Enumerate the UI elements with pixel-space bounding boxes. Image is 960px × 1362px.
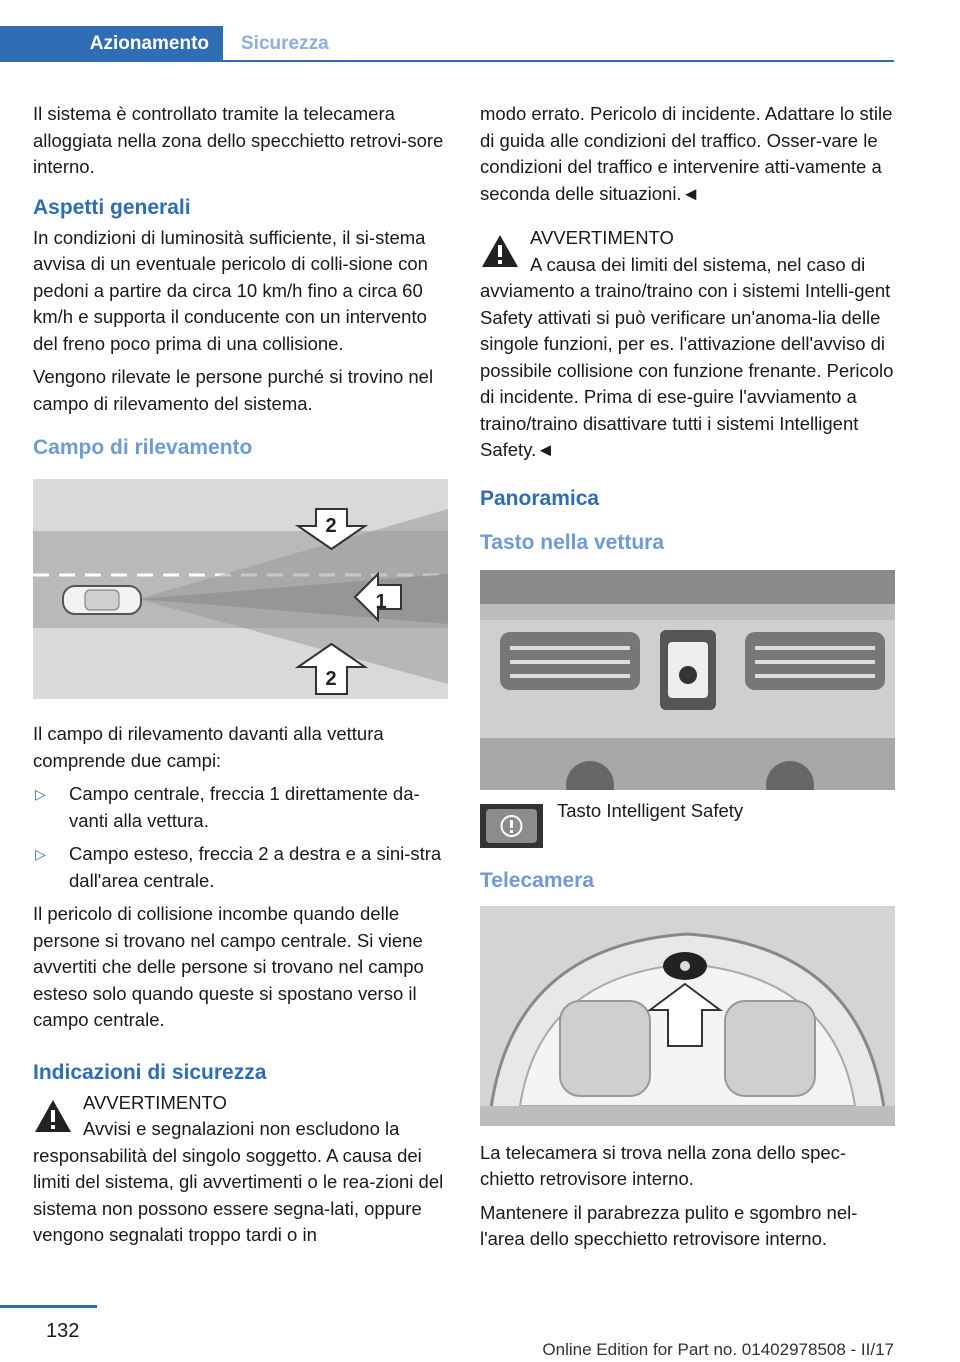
intelligent-safety-button-icon	[480, 804, 543, 848]
triangle-bullet-icon: ▷	[35, 786, 46, 802]
list-item	[33, 841, 448, 894]
tab-underline	[0, 60, 894, 62]
warning-1-text: Avvisi e segnalazioni non escludono la responsabilità del singolo soggetto. A causa dei limiti del sistema, gli avvertimenti o le rea-zioni del sistema non possono essere segna-lati, oppure vengono segnalati troppo tardi o in	[33, 1118, 444, 1245]
field-paragraph: Il campo di rilevamento davanti alla vettura comprende due campi:	[33, 723, 384, 771]
intro-paragraph: Il sistema è controllato tramite la telecamera alloggiata nella zona dello specchietto retrovi-sore interno.	[33, 103, 444, 177]
camera-paragraph-1: La telecamera si trova nella zona dello spec-chietto retrovisore interno.	[480, 1141, 847, 1189]
arrow-2-top-label: 2	[325, 515, 337, 537]
bullet-text-2: Campo esteso, freccia 2 a destra e a sini-stra dall'area centrale.	[69, 843, 442, 891]
heading-indicazioni-di-sicurezza: Indicazioni di sicurezza	[33, 1060, 267, 1084]
footer-rule	[0, 1305, 97, 1308]
heading-telecamera: Telecamera	[480, 868, 595, 892]
triangle-bullet-icon: ▷	[35, 846, 46, 862]
car-icon	[63, 586, 141, 614]
air-vent-left-icon	[500, 632, 640, 690]
general-paragraph-2: Vengono rilevate le persone purché si trovino nel campo di rilevamento del sistema.	[33, 366, 434, 414]
arrow-1-label: 1	[375, 591, 387, 613]
tab-sicurezza[interactable]: Sicurezza	[241, 33, 329, 54]
arrow-2-bottom-label: 2	[325, 668, 337, 690]
key-caption: Tasto Intelligent Safety	[557, 799, 744, 821]
camera-module-icon	[663, 952, 707, 980]
warning-2-title: AVVERTIMENTO	[530, 227, 674, 248]
left-column	[33, 101, 448, 1249]
warning-block-2	[480, 225, 895, 464]
danger-paragraph: Il pericolo di collisione incombe quando delle persone si trovano nel campo centrale. Si viene avvertiti che delle persone si trovano nel campo esteso solo quando queste si spostano verso il campo centrale.	[33, 903, 424, 1030]
heading-panoramica: Panoramica	[480, 486, 600, 510]
warning-block-1	[33, 1090, 448, 1249]
general-paragraph-1: In condizioni di luminosità sufficiente, il si-stema avvisa di un eventuale pericolo di colli-sione con pedoni a partire da circa 10 km/h fino a circa 60 km/h e supporta il conducente con un intervento del freno poco prima di una collisione.	[33, 226, 428, 354]
warning-triangle-icon	[33, 1098, 73, 1134]
warning-triangle-icon	[480, 233, 520, 269]
chapter-tabs	[0, 26, 894, 62]
warning-2-text: A causa dei limiti del sistema, nel caso di avviamento a traino/traino con i sistemi Intelli-gent Safety attivati si può verificare un'anoma-lia delle singole funzioni, per es. l'attivazione dell'avviso di possibile collisione con funzione frenante. Pericolo di incidente. Prima di ese-guire l'avviamento a traino/traino disattivare tutti i sistemi Intelligent Safety.◄	[480, 253, 894, 460]
tab-azionamento[interactable]: Azionamento	[0, 26, 223, 62]
key-legend	[480, 799, 895, 848]
warning-1-continuation: modo errato. Pericolo di incidente. Adattare lo stile di guida alle condizioni del traffico. Osser-vare le condizioni del traffico e intervenire atti-vamente a seconda delle situazioni.◄	[480, 103, 893, 204]
air-vent-right-icon	[745, 632, 885, 690]
list-item	[33, 781, 448, 834]
edition-line: Online Edition for Part no. 01402978508 - II/17	[542, 1340, 894, 1359]
heading-tasto-nella-vettura: Tasto nella vettura	[480, 530, 664, 554]
heading-aspetti-generali: Aspetti generali	[33, 195, 191, 219]
warning-1-title: AVVERTIMENTO	[83, 1091, 227, 1113]
bullet-text-1: Campo centrale, freccia 1 direttamente da-vanti alla vettura.	[69, 783, 420, 831]
dashboard-button-photo	[480, 570, 895, 790]
camera-location-photo	[480, 906, 895, 1126]
detection-field-figure	[33, 479, 448, 699]
right-column	[480, 101, 895, 1260]
heading-campo-di-rilevamento: Campo di rilevamento	[33, 436, 253, 459]
page-number: 132	[46, 1320, 80, 1342]
camera-paragraph-2: Mantenere il parabrezza pulito e sgombro nel-l'area dello specchietto retrovisore interno.	[480, 1201, 858, 1249]
